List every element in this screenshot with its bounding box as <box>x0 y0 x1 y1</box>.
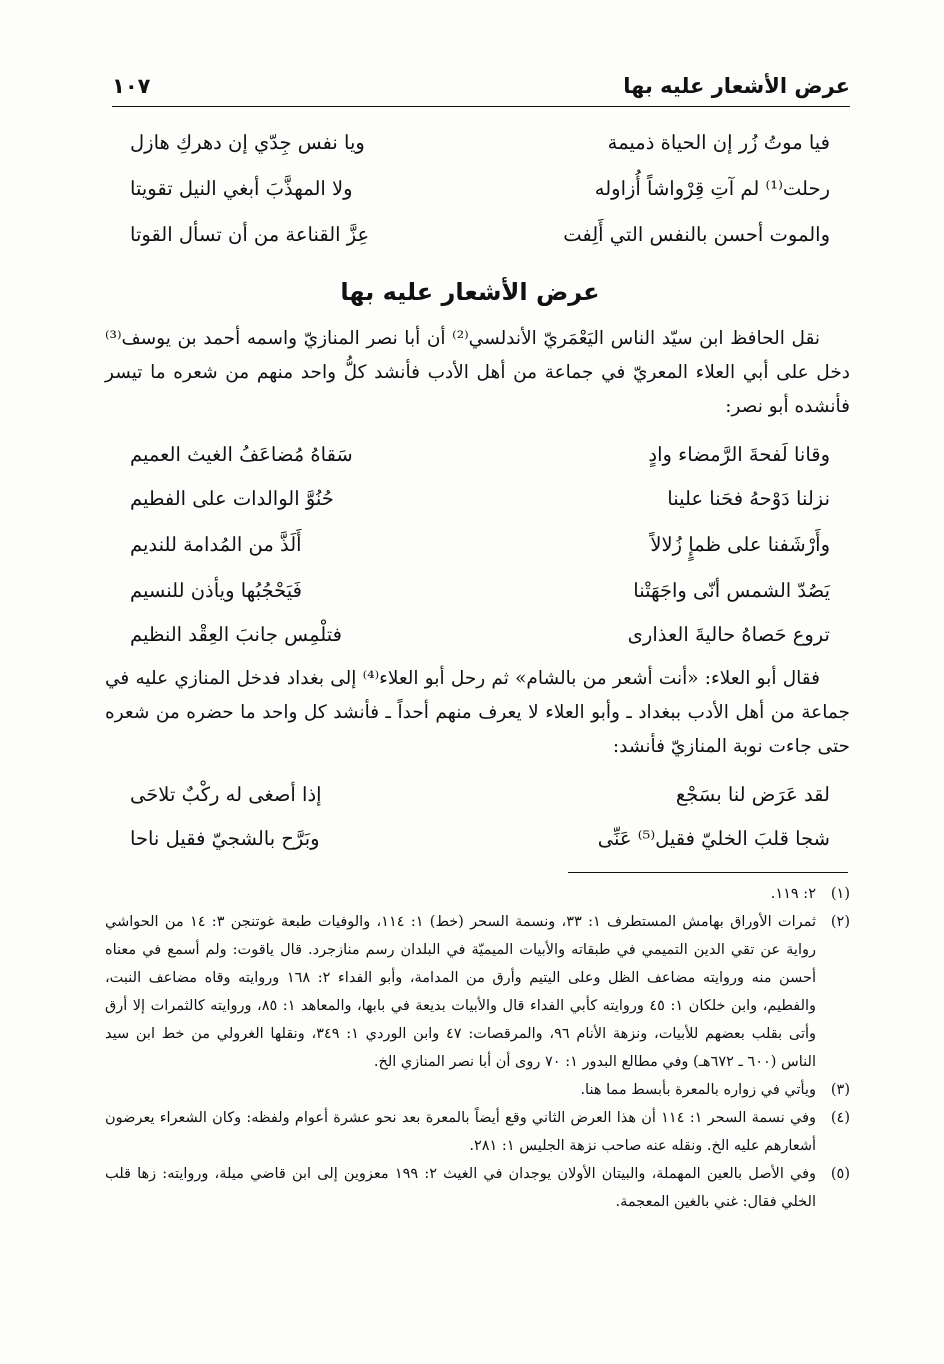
verse-line <box>130 576 830 606</box>
verse-hemistich-first: لقد عَرَض لنا بسَجْع <box>675 783 830 806</box>
verse-hemistich-first: فيا موتُ زُر إن الحياة ذميمة <box>607 131 830 154</box>
verse-hemistich-second: أَلَذَّ من المُدامة للنديم <box>130 533 302 556</box>
footnote-item <box>105 880 850 908</box>
running-header <box>112 66 850 107</box>
paragraph-intro <box>105 322 850 424</box>
verse-hemistich-first: وقانا لَفحةَ الرَّمضاء وادٍ <box>648 443 830 466</box>
verse-line <box>130 620 830 650</box>
page-number: ١٠٧ <box>112 74 151 98</box>
verse-hemistich-first: رحلت⁽¹⁾ لم آتِ قِرْواشاً أُزاوله <box>594 177 830 200</box>
footnote-text: ثمرات الأوراق بهامش المستطرف ١: ٣٣، ونسمة السحر (خط) ١: ١١٤، والوفيات طبعة غوتنجن ٣: ١٤ من الحواشي رواية عن تقي الدين التميمي في طبقاته والأبيات الميميّة في البلدان رسم منازجرد. قال ياقوت: ولم أسمع في معناه أحسن منه وروايته مضاعف الظل وعلى اليتيم وأرق من المدامة، وأبو الفداء ٢: ١٦٨ وروايته وقاه مضاعف النبت، والفطيم، وابن خلكان ١: ٤٥ وروايته كأبي الفداء قال والأبيات بديعة في بابها، والمعاهد ١: ٨٥، وروايته كالثمرات إلا أرق وأتى بقلب بعضهم للأبيات، ونزهة الأنام ٩٦، والمرقصات: ٤٧ وابن الوردي ١: ٣٤٩، ونقلها الغرولي من خط ابن سيد الناس (٦٠٠ ـ ٦٧٢هـ) وفي مطالع البدور ١: ٧٠ روى أن أبا نصر المنازي الخ. <box>105 914 817 1070</box>
footnote-item <box>105 908 850 1076</box>
footnote-text: وفي نسمة السحر ١: ١١٤ أن هذا العرض الثاني وقع أيضاً بالمعرة بعد نحو عشرة أعوام ولفظه: وكان الشعراء يعرضون أشعارهم عليه الخ. ونقله عنه صاحب نزهة الجليس ١: ٢٨١. <box>105 1110 817 1154</box>
paragraph-text: فقال أبو العلاء: «أنت أشعر من بالشام» ثم رحل أبو العلاء⁽⁴⁾ إلى بغداد فدخل المنازي عليه في جماعة من أهل الأدب ببغداد ـ وأبو العلاء لا يعرف منهم أحداً ـ فأنشد كل واحد ما حضره من شعره حتى جاءت نوبة المنازيّ فأنشد: <box>105 668 850 757</box>
verse-hemistich-second: حُنُوَّ الوالدات على الفطيم <box>130 487 334 510</box>
verse-hemistich-second: فتلْمِس جانبَ العِقْد النظيم <box>130 623 342 646</box>
footnote-text: ويأتي في زواره بالمعرة بأبسط مما هنا. <box>580 1082 816 1098</box>
verse-line <box>130 780 830 810</box>
verse-line <box>130 484 830 514</box>
footnote-number: (١) <box>830 886 850 902</box>
footnote-item <box>105 1076 850 1104</box>
verse-hemistich-second: فَيَحْجُبُها ويأذن للنسيم <box>130 579 302 602</box>
verse-hemistich-first: تروع حَصاهُ حاليةَ العذارى <box>627 623 830 646</box>
running-title: عرض الأشعار عليه بها <box>623 74 850 98</box>
verse-hemistich-second: إذا أصغى له ركْبٌ تلاحَى <box>130 783 322 806</box>
footnote-number: (٥) <box>830 1166 850 1182</box>
verse-line <box>130 824 830 854</box>
footnote-item <box>105 1160 850 1216</box>
verse-hemistich-second: عِزَّ القناعة من أن تسأل القوتا <box>130 223 370 246</box>
footnote-divider <box>568 872 848 873</box>
verse-hemistich-second: ولا المهذَّبَ أبغي النيل تقويتا <box>130 177 353 200</box>
footnote-number: (٣) <box>830 1082 850 1098</box>
footnote-text: ٢: ١١٩. <box>770 886 816 902</box>
section-heading: عرض الأشعار عليه بها <box>340 278 600 306</box>
verse-line <box>130 530 830 560</box>
verse-hemistich-first: نزلنا دَوْحهُ فحَنا علينا <box>667 487 830 510</box>
verse-line <box>130 174 830 204</box>
footnote-item <box>105 1104 850 1160</box>
verse-line <box>130 440 830 470</box>
footnote-text: وفي الأصل بالعين المهملة، والبيتان الأولان يوجدان في الغيث ٢: ١٩٩ معزوين إلى ابن قاضي ميلة، وروايته: زها قلب الخلي فقال: غني بالغين المعجمة. <box>105 1166 817 1210</box>
verse-hemistich-first: وأَرْشَفنا على ظمإٍ زُلالاً <box>650 533 830 556</box>
paragraph-second <box>105 662 850 764</box>
verse-line <box>130 220 830 250</box>
footnotes <box>105 880 850 1216</box>
paragraph-text: نقل الحافظ ابن سيّد الناس اليَعْمَريّ الأندلسي⁽²⁾ أن أبا نصر المنازيّ واسمه أحمد بن يوسف⁽³⁾ دخل على أبي العلاء المعريّ في جماعة من أهل الأدب فأنشد كلُّ واحد منهم من شعره ما تيسر فأنشده أبو نصر: <box>105 328 850 417</box>
verse-hemistich-first: شجا قلبَ الخليّ فقيل⁽⁵⁾ عَنِّى <box>597 827 830 850</box>
verse-hemistich-second: وبَرَّح بالشجيّ فقيل ناحا <box>130 827 320 850</box>
verse-hemistich-first: والموت أحسن بالنفس التي أَلِفت <box>563 223 830 246</box>
verse-line <box>130 128 830 158</box>
verse-hemistich-second: سَقاهُ مُضاعَفُ الغيث العميم <box>130 443 353 466</box>
verse-hemistich-first: يَصُدّ الشمس أنّى واجَهَتْنا <box>633 579 830 602</box>
footnote-number: (٤) <box>830 1110 850 1126</box>
verse-hemistich-second: ويا نفس جِدّي إن دهركِ هازل <box>130 131 365 154</box>
footnote-number: (٢) <box>830 914 850 930</box>
